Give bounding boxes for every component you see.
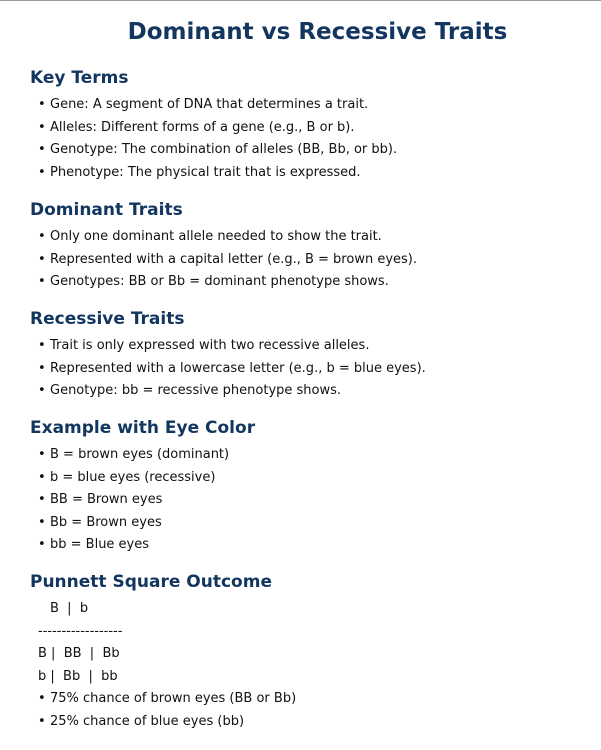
list-item: • 25% chance of blue eyes (bb) [30, 711, 590, 734]
list-item: • bb = Blue eyes [30, 534, 590, 557]
section-heading-punnett: Punnett Square Outcome [30, 572, 272, 592]
list-item: • Gene: A segment of DNA that determines a trait. [30, 94, 590, 117]
list-item: • Alleles: Different forms of a gene (e.g., B or b). [30, 117, 590, 140]
section-heading-key-terms: Key Terms [30, 68, 129, 88]
list-item: • Trait is only expressed with two recessive alleles. [30, 335, 590, 358]
list-item: • Represented with a capital letter (e.g., B = brown eyes). [30, 249, 590, 272]
list-item: • BB = Brown eyes [30, 489, 590, 512]
punnett-row-2: b | Bb | bb [38, 668, 118, 684]
list-item: • Represented with a lowercase letter (e.g., b = blue eyes). [30, 358, 590, 381]
list-item: • 75% chance of brown eyes (BB or Bb) [30, 688, 590, 711]
list-item: • B = brown eyes (dominant) [30, 444, 590, 467]
list-item: • b = blue eyes (recessive) [30, 467, 590, 490]
section-eye-color-example [30, 417, 590, 557]
punnett-square [30, 598, 590, 688]
punnett-outcome-list [30, 688, 590, 733]
list-item: • Genotypes: BB or Bb = dominant phenotype shows. [30, 271, 590, 294]
punnett-header-row: B | b [50, 601, 89, 616]
top-border-line [0, 0, 601, 1]
punnett-row-1: B | BB | Bb [38, 646, 120, 661]
section-heading-dominant-traits: Dominant Traits [30, 200, 183, 220]
section-punnett-square [30, 571, 590, 733]
section-key-terms [30, 67, 590, 184]
list-item: • Genotype: The combination of alleles (BB, Bb, or bb). [30, 139, 590, 162]
section-heading-recessive-traits: Recessive Traits [30, 309, 185, 329]
recessive-traits-list [30, 335, 590, 403]
punnett-divider: ------------------ [38, 623, 123, 639]
page-title: Dominant vs Recessive Traits [127, 19, 508, 45]
list-item: • Genotype: bb = recessive phenotype shows. [30, 380, 590, 403]
list-item: • Phenotype: The physical trait that is expressed. [30, 162, 590, 185]
section-recessive-traits [30, 308, 590, 403]
section-dominant-traits [30, 199, 590, 294]
list-item: • Only one dominant allele needed to show the trait. [30, 226, 590, 249]
eye-color-list [30, 444, 590, 557]
dominant-traits-list [30, 226, 590, 294]
key-terms-list [30, 94, 590, 184]
list-item: • Bb = Brown eyes [30, 512, 590, 535]
section-heading-eye-color: Example with Eye Color [30, 418, 256, 438]
